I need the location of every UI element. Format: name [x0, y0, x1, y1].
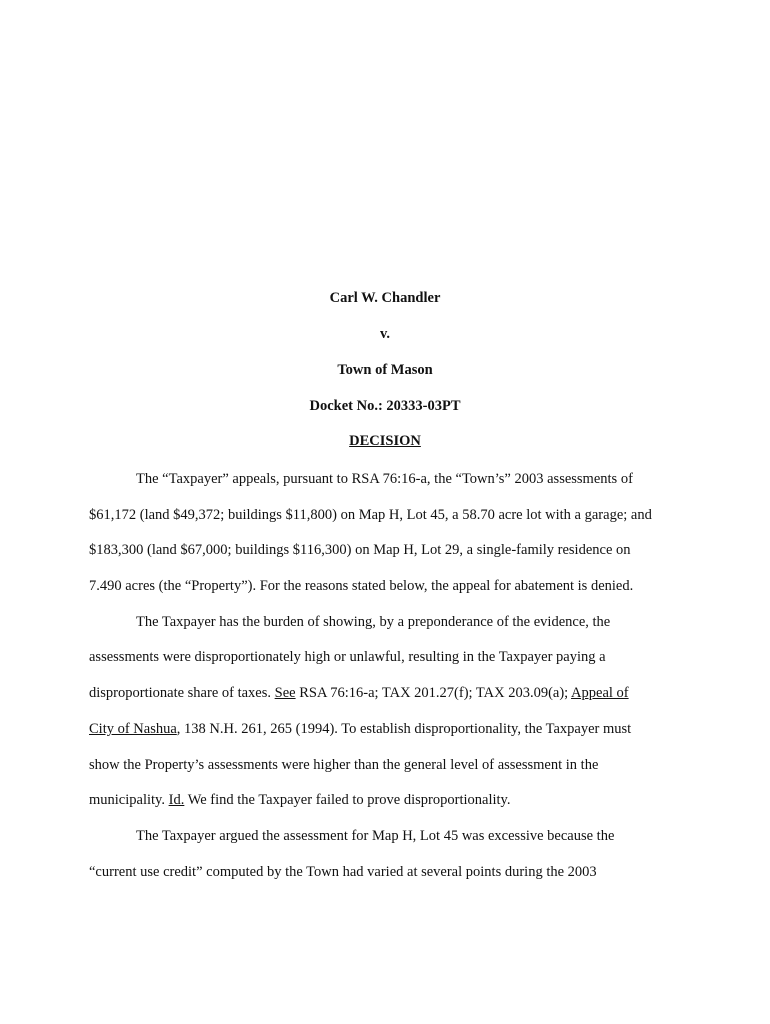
paragraph-3-line-1: The Taxpayer argued the assessment for Map H, Lot 45 was excessive because the [136, 827, 615, 844]
text-fragment: disproportionate share of taxes. [89, 685, 275, 702]
paragraph-1-line-4: 7.490 acres (the “Property”). For the reasons stated below, the appeal for abatement is denied. [89, 578, 634, 595]
paragraph-2-line-3 [89, 682, 689, 718]
paragraph-2-line-2: assessments were disproportionately high or unlawful, resulting in the Taxpayer paying a [89, 649, 606, 666]
paragraph-2-line-4 [89, 718, 689, 754]
paragraph-1-line-1: The “Taxpayer” appeals, pursuant to RSA 76:16-a, the “Town’s” 2003 assessments of [136, 471, 633, 487]
decision-heading: DECISION [349, 433, 421, 449]
citation-signal-see: See [274, 685, 296, 702]
docket-number: Docket No.: 20333-03PT [309, 398, 461, 414]
case-citation-part-1: Appeal of [571, 685, 629, 702]
paragraph-1-line-2: $61,172 (land $49,372; buildings $11,800) on Map H, Lot 45, a 58.70 acre lot with a garage; and [89, 506, 652, 523]
text-fragment: We find the Taxpayer failed to prove disproportionality. [184, 792, 511, 809]
party-name-town: Town of Mason [337, 362, 433, 378]
paragraph-2-line-1: The Taxpayer has the burden of showing, by a preponderance of the evidence, the [136, 613, 611, 630]
text-fragment: municipality. [89, 792, 169, 809]
paragraph-2-line-5: show the Property’s assessments were higher than the general level of assessment in the [89, 756, 599, 773]
text-fragment: , 138 N.H. 261, 265 (1994). To establish disproportionality, the Taxpayer must [176, 720, 632, 737]
case-citation-part-2: City of Nashua [89, 720, 177, 737]
text-fragment: RSA 76:16-a; TAX 201.27(f); TAX 203.09(a); [295, 685, 572, 702]
paragraph-3-line-2: “current use credit” computed by the Town had varied at several points during the 2003 [89, 863, 597, 880]
versus-label: v. [379, 326, 391, 342]
paragraph-1-line-3: $183,300 (land $67,000; buildings $116,300) on Map H, Lot 29, a single-family residence on [89, 542, 631, 559]
paragraph-2-line-6 [89, 789, 689, 825]
party-name-taxpayer: Carl W. Chandler [329, 290, 441, 306]
citation-signal-id: Id. [168, 792, 185, 809]
decision-body [89, 468, 689, 896]
